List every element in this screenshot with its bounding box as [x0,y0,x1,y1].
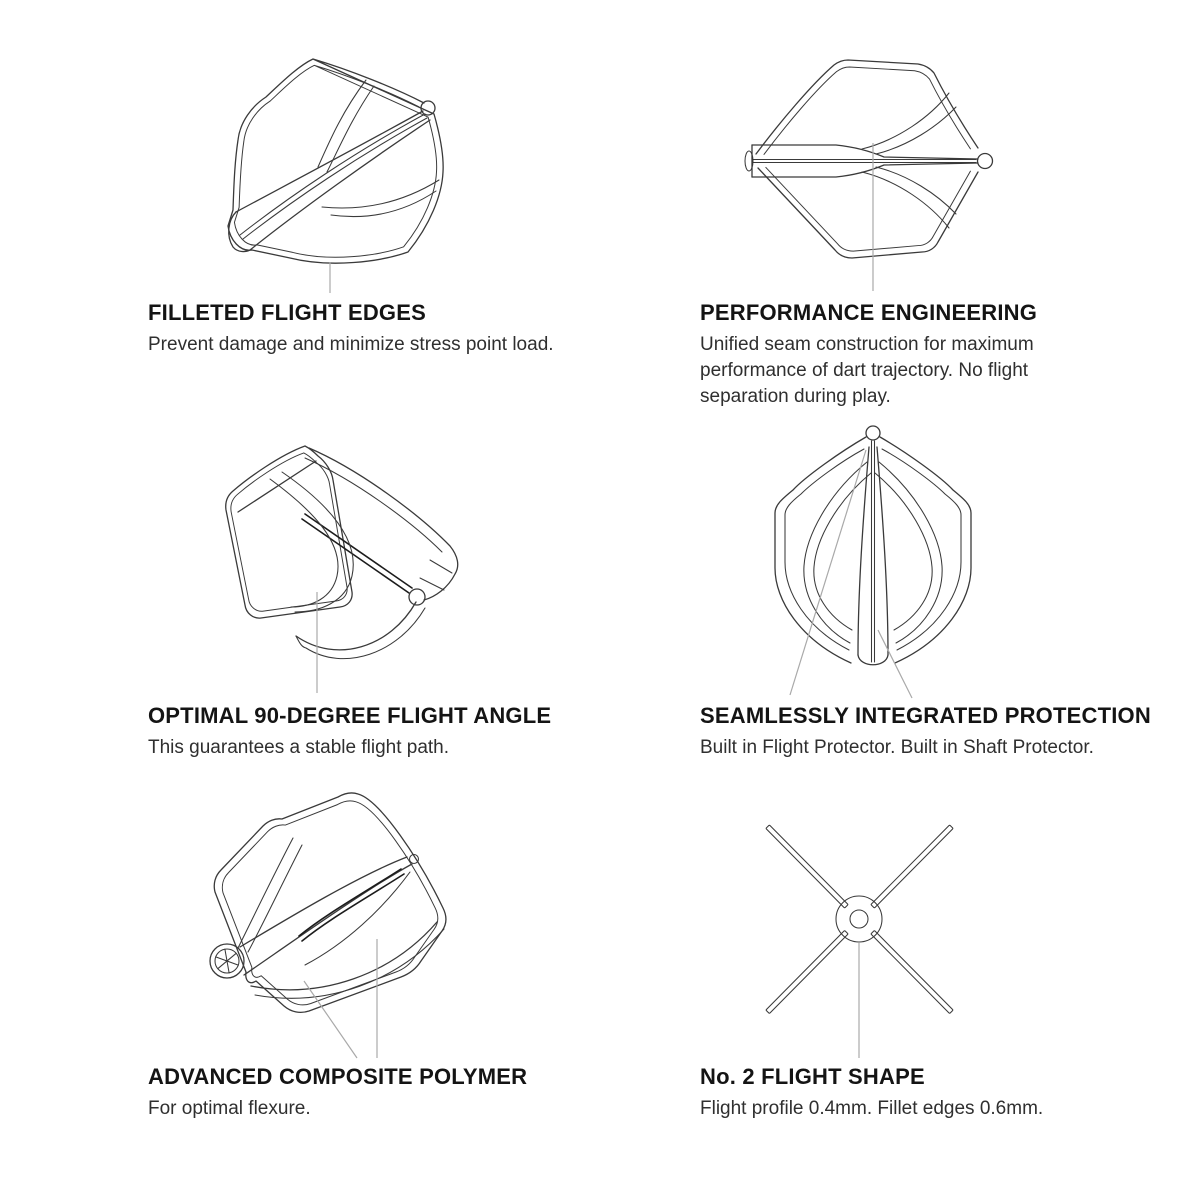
blade-edge-dark [302,874,404,941]
blade-profile-bottom-left [766,930,848,1013]
shaft-seam-line [872,441,875,662]
shaft-tip-ball [409,589,425,605]
feature-seamlessly-integrated-protection [700,703,1180,761]
blade-petal-right [879,462,942,643]
leader-line [304,981,357,1058]
dart-flight-side-view-icon [745,60,993,291]
flight-outline [228,59,443,263]
dart-flight-front-view-icon [775,426,971,698]
flight-protector-ball [866,426,880,440]
feature-description: For optimal flexure. [148,1098,311,1120]
feature-no-2-flight-shape [700,1064,1180,1122]
feature-advanced-composite-polymer [148,1064,628,1122]
flight-inner-outline-right [882,449,961,650]
bottom-blade-bar-inner [255,929,444,998]
shaft-protector-left-edge [858,447,869,655]
blade-petal-left [804,462,867,643]
dart-flight-angled-view-icon [226,446,458,693]
flight-outline-right [880,437,971,663]
shaft-edge-dark [302,519,409,593]
feature-description: Flight profile 0.4mm. Fillet edges 0.6mm. [700,1098,1044,1120]
blade-curve [876,107,956,154]
feature-description: Built in Flight Protector. Built in Shaft Protector. [700,737,1094,759]
blade-curve [248,845,302,952]
feature-description: Unified seam construction for maximum performance of dart trajectory. No flight separation during play. [700,334,1034,407]
shaft-tip-ball [421,101,435,115]
flight-inner-outline-left [785,449,864,650]
feature-optimal-90-degree-flight-angle [148,703,628,761]
shaft-tip-ball [978,154,993,169]
blade-profile-top-left [766,825,848,908]
hub-inner-circle [850,910,868,928]
blade-curve [270,479,338,607]
blade-curve [876,167,956,214]
feature-title: OPTIMAL 90-DEGREE FLIGHT ANGLE [148,703,552,728]
blade-curve [862,93,949,149]
shaft-protector-right-edge [877,447,888,655]
shaft-upper-edge [236,111,423,212]
shaft-bottom-cap [858,655,888,665]
flight-outline-left [775,437,866,663]
dart-flight-rear-view-icon [210,793,446,1058]
dart-flight-three-quarter-view-icon [228,59,443,293]
bottom-blade-bar [251,922,437,990]
blade-curve [318,80,366,167]
leader-line [790,450,866,695]
blade-profile-top-right [871,825,953,908]
shaft-flared-end [229,212,250,252]
dart-flight-cross-section-icon [766,825,953,1058]
blade-curve [322,180,439,208]
blade-profile-bottom-right [871,930,953,1013]
blade-petal-right-inner [875,473,932,630]
leader-line [878,630,912,698]
shaft-tube-spokes [216,949,239,973]
shaft-upper-edge [752,145,978,159]
shaft-lower-edge [250,120,430,250]
feature-description: Prevent damage and minimize stress point load. [148,334,554,356]
feature-title: SEAMLESSLY INTEGRATED PROTECTION [700,703,1151,728]
tail-loop-inner [296,608,425,659]
feature-description: This guarantees a stable flight path. [148,737,450,759]
blade-curve [305,872,410,965]
flight-outline [214,793,446,1012]
back-plane-inner-edge [305,458,442,552]
shaft-cone-upper [240,857,407,947]
feature-title: FILLETED FLIGHT EDGES [148,300,426,325]
feature-filleted-flight-edges [148,300,628,358]
feature-title: ADVANCED COMPOSITE POLYMER [148,1064,528,1089]
shaft-cone-lower [244,864,412,975]
shaft-lower-edge [752,163,978,177]
feature-title: No. 2 FLIGHT SHAPE [700,1064,925,1089]
top-edge-bar [238,461,316,512]
blade-curve [282,472,353,612]
feature-title: PERFORMANCE ENGINEERING [700,300,1038,325]
blade-petal-left-inner [814,473,871,630]
blade-curve [862,172,949,228]
shaft-seam-line [243,118,427,239]
flight-inner-outline [222,801,437,1005]
feature-performance-engineering [700,300,1180,409]
hub-outer-circle [836,896,882,942]
tail-loop [296,602,416,650]
